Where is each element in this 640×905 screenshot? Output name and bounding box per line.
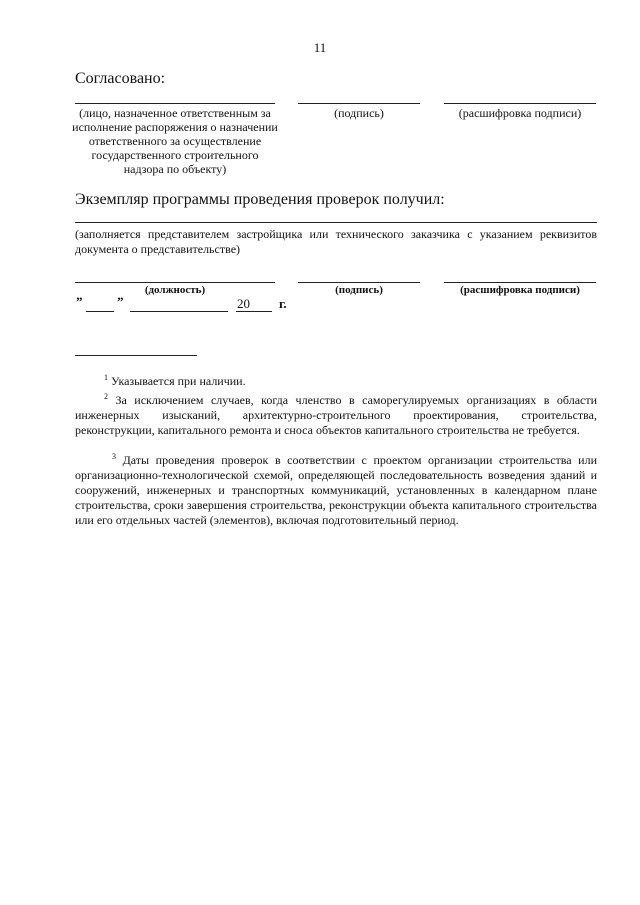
approval-signature-caption: (подпись): [334, 106, 384, 120]
receipt-decode-caption: (расшифровка подписи): [460, 284, 580, 296]
page-number: 11: [313, 40, 327, 55]
approval-signature-line: [298, 103, 420, 104]
footnote-3: [75, 449, 597, 528]
date-month-line: [130, 311, 228, 312]
receipt-position-caption: (должность): [144, 284, 206, 296]
date-year-prefix: 20: [237, 296, 250, 311]
date-close-quote: ”: [117, 294, 124, 309]
footnote-2: [75, 389, 597, 438]
receipt-position-line: [75, 282, 275, 283]
footnote-marker: 3: [112, 452, 116, 461]
date-day-line: [86, 311, 114, 312]
approval-decode-caption: (расшифровка подписи): [458, 106, 582, 120]
date-year-suffix: г.: [279, 296, 287, 311]
receipt-signature-caption: (подпись): [335, 284, 383, 296]
receipt-signature-line: [298, 282, 420, 283]
receipt-decode-line: [444, 282, 596, 283]
footnote-text: За исключением случаев, когда членство в саморегулируемых организациях в области инженерных изысканий, архитектурно-строительного проектирования, строительства, реконструкции, капитального ремонта и сноса объектов капитального строительства не требуется.: [75, 393, 598, 437]
footnote-marker: 1: [104, 373, 108, 382]
footnote-text: Даты проведения проверок в соответствии с проектом организации строительства или организационно-технологической схемой, определяющей последовательность возведения зданий и сооружений, инженерных и транспортных коммуникаций, установленных в календарном плане строительства, сроки завершения строительства, реконструкции объекта капитального строительства или его отдельных частей (элементов), включая подготовительный период.: [75, 453, 598, 527]
footnote-separator: [75, 355, 197, 356]
receipt-representative-line: [75, 222, 597, 223]
approval-person-caption: (лицо, назначенное ответственным за исполнение распоряжения о назначении ответственного за осуществление государственного строительного надзора по объекту): [72, 106, 278, 176]
footnote-marker: 2: [104, 392, 108, 401]
approval-heading: Согласовано:: [75, 70, 166, 87]
date-year-line: [236, 311, 272, 312]
footnote-text: Указывается при наличии.: [111, 374, 246, 388]
receipt-note: (заполняется представителем застройщика или технического заказчика с указанием реквизитов документа о представительстве): [75, 227, 597, 256]
footnote-1: [75, 370, 597, 389]
date-open-quote: ”: [76, 294, 83, 309]
receipt-heading: Экземпляр программы проведения проверок получил:: [75, 191, 445, 208]
approval-name-line: [75, 103, 275, 104]
approval-decode-line: [444, 103, 596, 104]
